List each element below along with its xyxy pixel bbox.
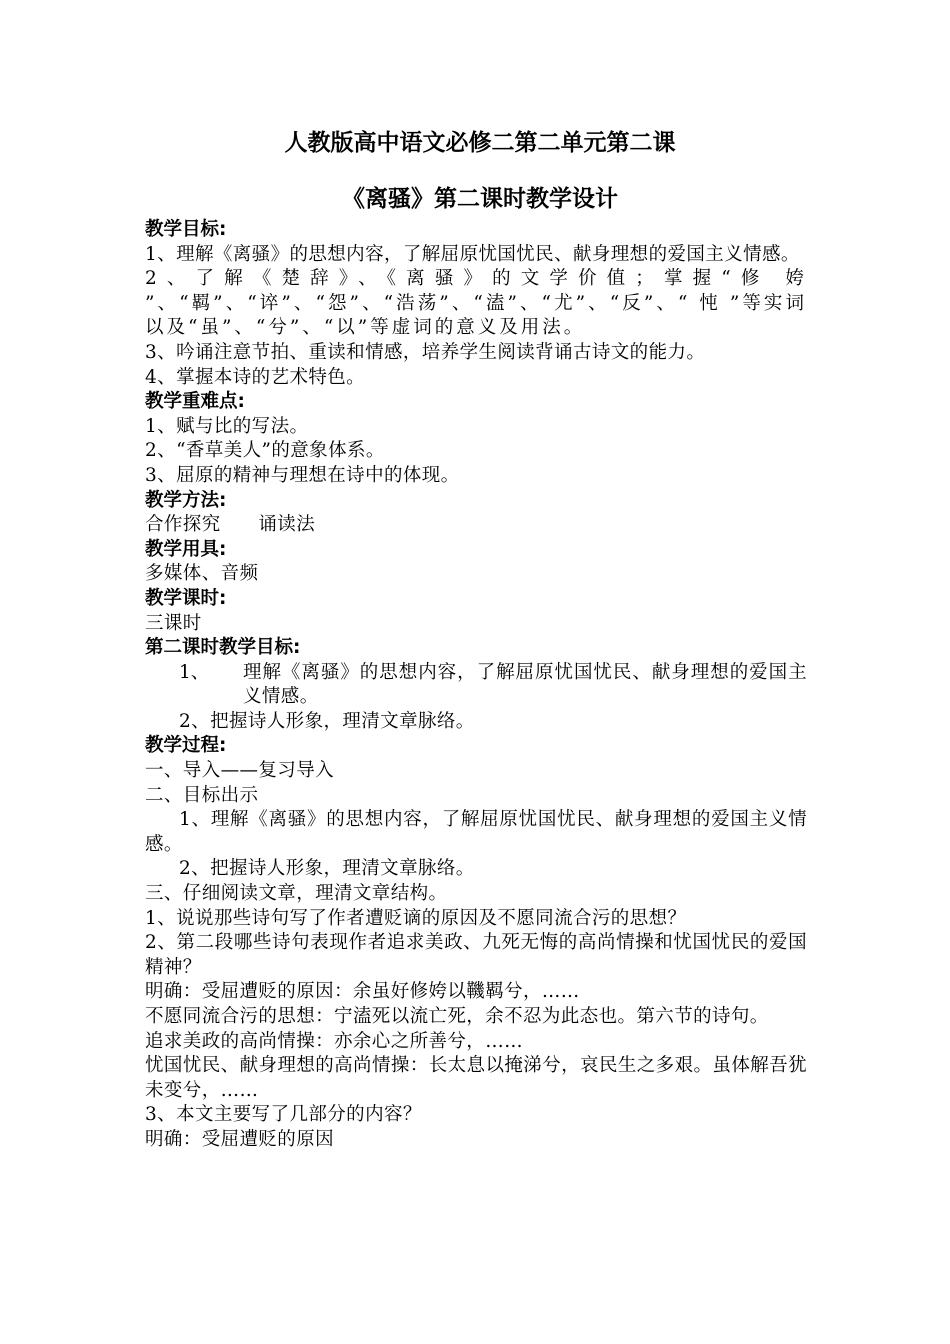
second-goal-number: 1、 (179, 661, 210, 683)
method-heading: 教学方法: (145, 489, 227, 511)
process-line: 三、仔细阅读文章，理清文章结构。 (145, 883, 448, 905)
goal-item: 3、吟诵注意节拍、重读和情感，培养学生阅读背诵古诗文的能力。 (145, 341, 706, 363)
process-goal (145, 808, 807, 857)
process-line: 不愿同流合污的思想：宁溘死以流亡死，余不忍为此态也。第六节的诗句。 (145, 1006, 769, 1027)
process-line: 3、本文主要写了几部分的内容？ (145, 1104, 422, 1126)
second-goal-text: 理解《离骚》的思想内容，了解屈原忧国忧民、献身理想的爱国主义情感。 (243, 661, 807, 708)
goal-item: 1、理解《离骚》的思想内容，了解屈原忧国忧民、献身理想的爱国主义情感。 (145, 243, 800, 265)
key-point-item: 1、赋与比的写法。 (145, 415, 309, 437)
key-points-heading: 教学重难点: (145, 391, 245, 413)
second-goal-item (145, 661, 807, 710)
tools-text: 多媒体、音频 (145, 563, 259, 585)
hours-text: 三课时 (145, 612, 202, 634)
goal-item: 2、了解《楚辞》、《离骚》的文学价值；掌握“修 姱 ”、“羁”、“谇”、“怨”、“浩荡”、“溘”、“尤”、“反”、“ 忳 ”等实词以及“虽”、“兮”、“以”等虚词的意义及用法。 (145, 268, 807, 339)
method-text: 合作探究 诵读法 (145, 514, 316, 536)
process-goal-text: 1、理解《离骚》的思想内容，了解屈原忧国忧民、献身理想的爱国主义情感。 (145, 809, 807, 855)
process-line: 一、导入——复习导入 (145, 760, 335, 782)
document-subtitle: 《离骚》第二课时教学设计 (342, 186, 618, 212)
process-line: 明确：受屈遭贬的原因：余虽好修姱以鞿羁兮，…… (145, 981, 580, 1003)
key-point-item: 3、屈原的精神与理想在诗中的体现。 (145, 464, 460, 486)
hours-heading: 教学课时: (145, 587, 227, 609)
process-line: 1、说说那些诗句写了作者遭贬谪的原因及不愿同流合污的思想？ (145, 907, 687, 929)
process-line: 忧国忧民、献身理想的高尚情操：长太息以掩涕兮，哀民生之多艰。虽体解吾犹未变兮，…… (145, 1055, 807, 1101)
tools-heading: 教学用具: (145, 538, 227, 560)
process-line: 2、第二段哪些诗句表现作者追求美政、九死无悔的高尚情操和忧国忧民的爱国精神？ (145, 932, 807, 978)
goal-item: 4、掌握本诗的艺术特色。 (145, 366, 366, 388)
process-heading: 教学过程: (145, 735, 227, 757)
process-line: 明确：受屈遭贬的原因 (145, 1128, 335, 1150)
process-line: 二、目标出示 (145, 784, 259, 806)
process-goal: 2、把握诗人形象，理清文章脉络。 (179, 858, 475, 880)
second-goal-item: 2、把握诗人形象，理清文章脉络。 (179, 710, 475, 732)
document-title: 人教版高中语文必修二第二单元第二课 (284, 130, 676, 156)
process-line: 追求美政的高尚情操：亦余心之所善兮，…… (145, 1030, 524, 1052)
key-point-item: 2、“香草美人”的意象体系。 (145, 440, 385, 462)
document-page (145, 128, 807, 1153)
goals-heading: 教学目标: (145, 219, 227, 240)
second-goals-heading: 第二课时教学目标: (145, 637, 301, 659)
